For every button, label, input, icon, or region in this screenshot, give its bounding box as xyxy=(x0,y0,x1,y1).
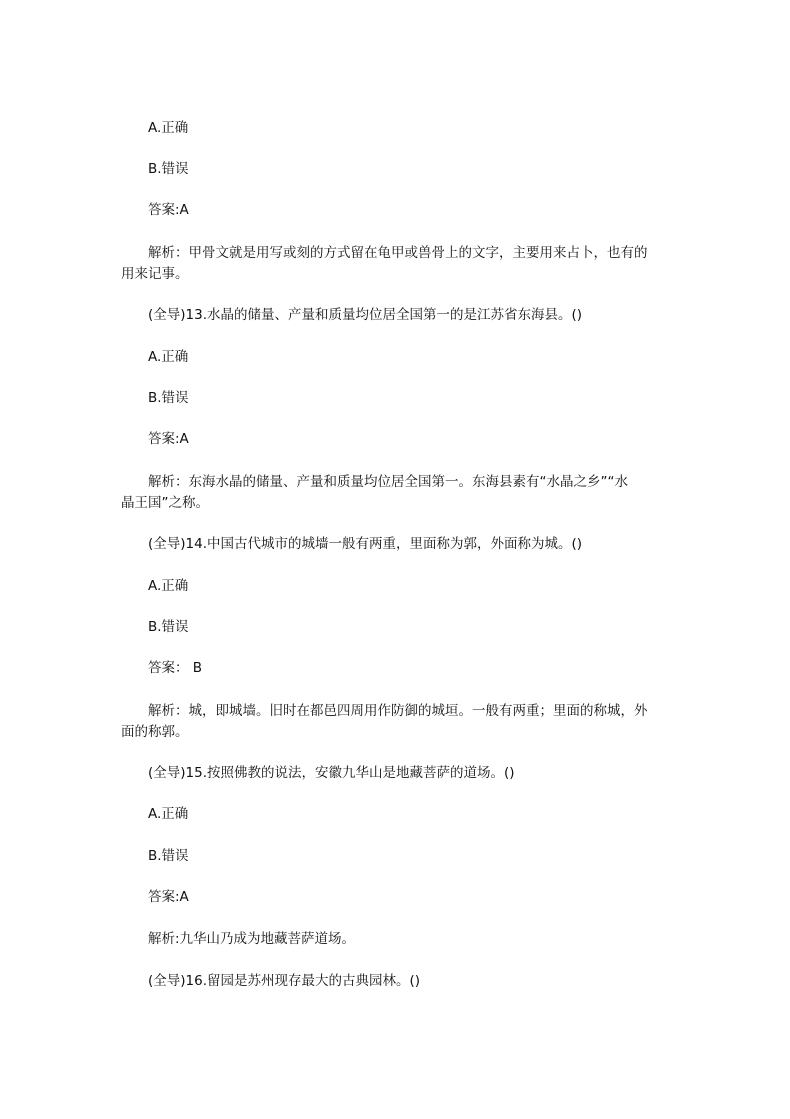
q14-analysis-line-1: 解析：城，即城墙。旧时在都邑四周用作防御的城垣。一般有两重；里面的称城，外 xyxy=(148,703,648,719)
q14-answer: 答案： B xyxy=(148,660,203,676)
q13-analysis-line-2: 晶王国”之称。 xyxy=(121,495,209,511)
q14-option-b: B.错误 xyxy=(148,619,189,635)
q12-answer: 答案:A xyxy=(148,202,189,218)
q12-analysis xyxy=(121,243,670,285)
q16-question: (全导)16.留园是苏州现存最大的古典园林。() xyxy=(148,973,421,989)
q13-analysis xyxy=(121,472,670,514)
q12-analysis-line-2: 用来记事。 xyxy=(121,266,189,282)
q12-option-a: A.正确 xyxy=(148,120,189,136)
q14-analysis xyxy=(121,701,670,743)
q14-question: (全导)14.中国古代城市的城墙一般有两重，里面称为郭，外面称为城。() xyxy=(148,536,583,552)
q15-answer: 答案:A xyxy=(148,889,189,905)
q15-option-a: A.正确 xyxy=(148,806,189,822)
q12-analysis-line-1: 解析：甲骨文就是用写或刻的方式留在龟甲或兽骨上的文字，主要用来占卜，也有的 xyxy=(148,245,648,261)
q14-analysis-line-2: 面的称郭。 xyxy=(121,724,189,740)
q13-option-a: A.正确 xyxy=(148,349,189,365)
q15-question: (全导)15.按照佛教的说法，安徽九华山是地藏菩萨的道场。() xyxy=(148,765,515,781)
q13-answer: 答案:A xyxy=(148,431,189,447)
q13-analysis-line-1: 解析：东海水晶的储量、产量和质量均位居全国第一。东海县素有“水晶之乡”“水 xyxy=(148,474,628,490)
q13-question: (全导)13.水晶的储量、产量和质量均位居全国第一的是江苏省东海县。() xyxy=(148,307,583,323)
q15-option-b: B.错误 xyxy=(148,848,189,864)
q13-option-b: B.错误 xyxy=(148,390,189,406)
q15-analysis: 解析:九华山乃成为地藏菩萨道场。 xyxy=(148,931,356,947)
q14-option-a: A.正确 xyxy=(148,578,189,594)
q12-option-b: B.错误 xyxy=(148,161,189,177)
